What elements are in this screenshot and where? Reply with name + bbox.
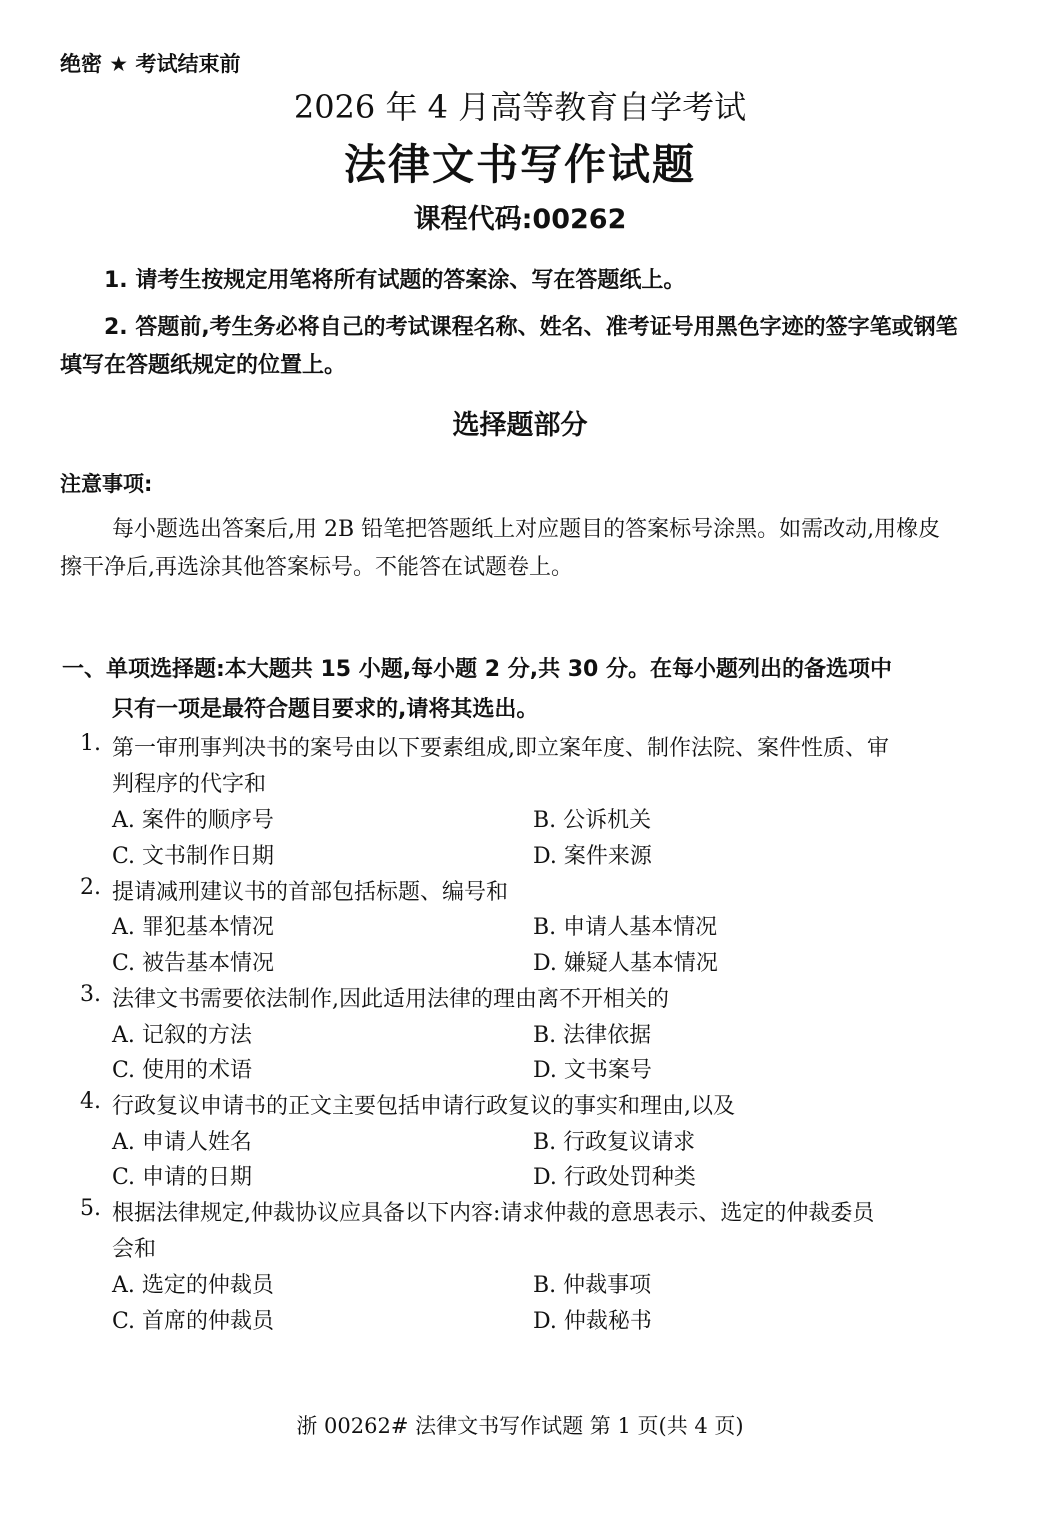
question-number: 2.: [80, 875, 101, 900]
notice-label: 注意事项:: [60, 472, 153, 496]
option-c: C. 文书制作日期: [112, 844, 275, 869]
exam-title: 2026 年 4 月高等教育自学考试: [293, 88, 747, 126]
question-stem-line: 会和: [112, 1237, 157, 1262]
option-c: C. 使用的术语: [112, 1058, 253, 1083]
course-code: 课程代码:00262: [413, 204, 627, 235]
question-stem-line: 提请减刑建议书的首部包括标题、编号和: [112, 880, 509, 905]
notice-line-1: 每小题选出答案后,用 2B 铅笔把答题纸上对应题目的答案标号涂黑。如需改动,用橡皮: [112, 517, 941, 542]
page-footer: 浙 00262# 法律文书写作试题 第 1 页(共 4 页): [296, 1414, 744, 1438]
option-d: D. 嫌疑人基本情况: [533, 951, 718, 976]
option-d: D. 文书案号: [533, 1058, 652, 1083]
part-one-heading-line-2: 只有一项是最符合题目要求的,请将其选出。: [112, 697, 539, 722]
option-a: A. 选定的仲裁员: [112, 1273, 274, 1298]
option-c: C. 申请的日期: [112, 1165, 253, 1190]
confidential-label: 绝密 ★ 考试结束前: [60, 52, 241, 76]
option-b: B. 法律依据: [533, 1023, 652, 1048]
question-stem-line: 行政复议申请书的正文主要包括申请行政复议的事实和理由,以及: [112, 1094, 735, 1119]
option-a: A. 记叙的方法: [112, 1023, 252, 1048]
option-d: D. 仲裁秘书: [533, 1309, 652, 1334]
notice-line-2: 擦干净后,再选涂其他答案标号。不能答在试题卷上。: [60, 555, 573, 580]
instruction-line-2: 2. 答题前,考生务必将自己的考试课程名称、姓名、准考证号用黑色字迹的签字笔或钢笔: [104, 315, 958, 340]
option-b: B. 行政复议请求: [533, 1130, 696, 1155]
part-one-heading-line-1: 一、单项选择题:本大题共 15 小题,每小题 2 分,共 30 分。在每小题列出的备选项中: [62, 657, 893, 682]
option-b: B. 公诉机关: [533, 808, 652, 833]
option-d: D. 案件来源: [533, 844, 652, 869]
option-a: A. 罪犯基本情况: [112, 915, 274, 940]
question-number: 4.: [80, 1089, 101, 1114]
question-number: 5.: [80, 1196, 101, 1221]
question-stem-line: 判程序的代字和: [112, 772, 267, 797]
question-stem-line: 法律文书需要依法制作,因此适用法律的理由离不开相关的: [112, 987, 669, 1012]
instruction-line-1: 1. 请考生按规定用笔将所有试题的答案涂、写在答题纸上。: [104, 268, 686, 293]
option-a: A. 申请人姓名: [112, 1130, 252, 1155]
question-number: 1.: [80, 731, 101, 756]
option-b: B. 仲裁事项: [533, 1273, 652, 1298]
option-b: B. 申请人基本情况: [533, 915, 718, 940]
subject-title: 法律文书写作试题: [343, 140, 696, 189]
question-number: 3.: [80, 982, 101, 1007]
question-stem-line: 第一审刑事判决书的案号由以下要素组成,即立案年度、制作法院、案件性质、审: [112, 736, 889, 761]
option-c: C. 首席的仲裁员: [112, 1309, 275, 1334]
instruction-line-3: 填写在答题纸规定的位置上。: [60, 353, 347, 378]
option-c: C. 被告基本情况: [112, 951, 275, 976]
question-stem-line: 根据法律规定,仲裁协议应具备以下内容:请求仲裁的意思表示、选定的仲裁委员: [112, 1201, 875, 1226]
option-d: D. 行政处罚种类: [533, 1165, 696, 1190]
option-a: A. 案件的顺序号: [112, 808, 274, 833]
section-title: 选择题部分: [452, 410, 588, 441]
